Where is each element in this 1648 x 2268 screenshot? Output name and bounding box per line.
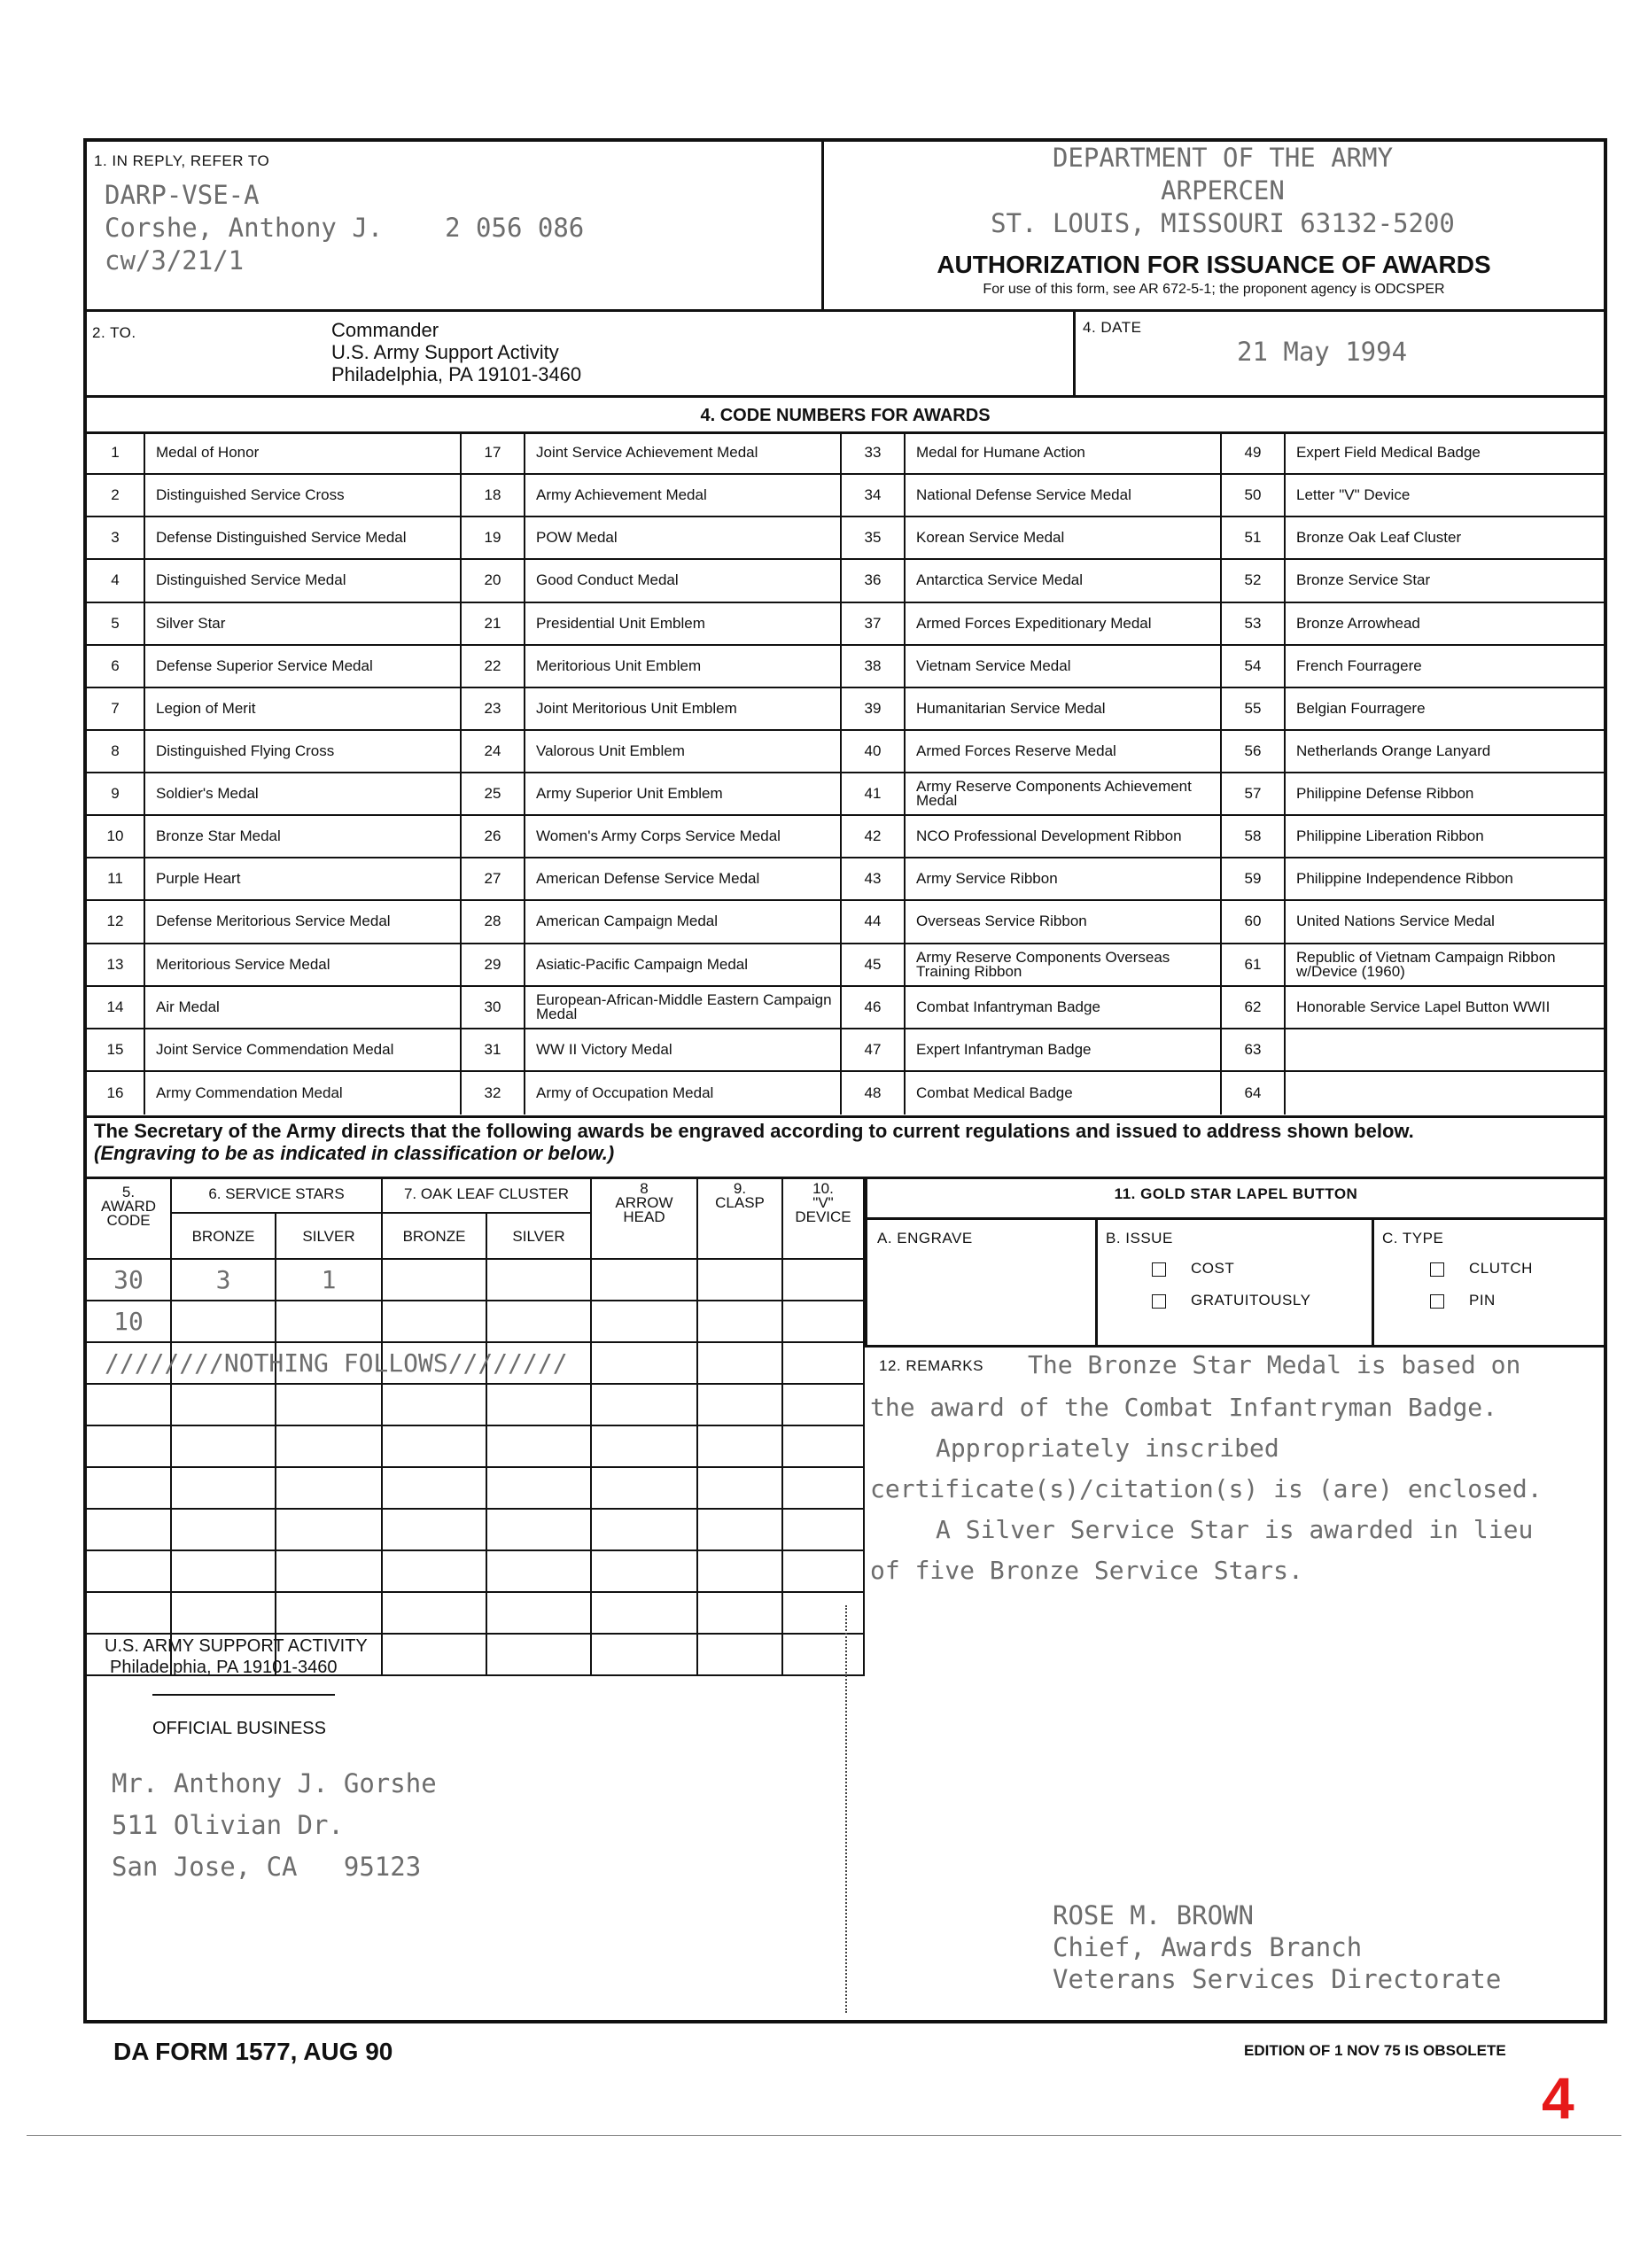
divider [865, 1345, 1607, 1348]
award-code-number: 22 [462, 646, 525, 688]
divider [865, 1217, 1607, 1220]
signature-line: Veterans Services Directorate [1053, 1964, 1502, 1994]
dept-line: DEPARTMENT OF THE ARMY [1052, 143, 1394, 173]
nothing-follows: ////////NOTHING FOLLOWS//////// [105, 1348, 568, 1378]
date-label: 4. DATE [1083, 319, 1142, 336]
award-code-name: Belgian Fourragere [1286, 688, 1605, 731]
award-table-cell [487, 1301, 592, 1343]
award-code-number: 60 [1222, 901, 1286, 944]
award-table-cell [172, 1468, 276, 1510]
award-table-cell [698, 1510, 783, 1551]
bronze-header: BRONZE [172, 1214, 276, 1260]
award-code-name: Republic of Vietnam Campaign Ribbon w/Device (1960) [1286, 944, 1605, 987]
award-code-name: Joint Service Commendation Medal [145, 1029, 462, 1072]
award-code-name: Defense Distinguished Service Medal [145, 517, 462, 560]
divider [1073, 309, 1076, 395]
award-code-name: Joint Service Achievement Medal [525, 432, 842, 475]
award-code-number: 43 [842, 858, 906, 901]
award-code-number: 62 [1222, 987, 1286, 1029]
award-table-cell [487, 1635, 592, 1676]
return-line: Philadelphia, PA 19101-3460 [110, 1658, 338, 1677]
signature-line: Chief, Awards Branch [1053, 1932, 1363, 1962]
return-address [105, 1635, 368, 1678]
award-table-cell [172, 1510, 276, 1551]
award-code-number: 50 [1222, 475, 1286, 517]
award-code-number: 61 [1222, 944, 1286, 987]
award-code-number: 36 [842, 560, 906, 602]
cost-checkbox[interactable] [1152, 1262, 1166, 1277]
award-table-cell [698, 1635, 783, 1676]
page-edge [27, 2135, 1621, 2136]
award-table-cell [698, 1301, 783, 1343]
award-code-number: 35 [842, 517, 906, 560]
award-code-name: Armed Forces Reserve Medal [906, 731, 1222, 773]
award-code-number: 54 [1222, 646, 1286, 688]
award-code-number: 41 [842, 773, 906, 816]
award-table-cell [172, 1301, 276, 1343]
remarks-line: The Bronze Star Medal is based on [1028, 1350, 1521, 1379]
award-code-name: Letter "V" Device [1286, 475, 1605, 517]
return-line: U.S. ARMY SUPPORT ACTIVITY [105, 1636, 368, 1656]
award-code-name: Defense Meritorious Service Medal [145, 901, 462, 944]
award-table-cell [276, 1593, 383, 1635]
award-code-number: 42 [842, 816, 906, 858]
award-code-number: 59 [1222, 858, 1286, 901]
directive-line: (Engraving to be as indicated in classification or below.) [94, 1142, 615, 1164]
award-code-name: Medal for Humane Action [906, 432, 1222, 475]
award-table-cell [383, 1510, 487, 1551]
award-table-cell [87, 1385, 172, 1426]
pin-label: PIN [1469, 1292, 1496, 1309]
clasp-header: 9. CLASP [698, 1177, 783, 1260]
award-code-number: 38 [842, 646, 906, 688]
cost-label: COST [1191, 1260, 1235, 1277]
award-code-number: 47 [842, 1029, 906, 1072]
award-code-name: Bronze Arrowhead [1286, 603, 1605, 646]
award-code-number: 17 [462, 432, 525, 475]
reply-line: cw/3/21/1 [105, 245, 245, 276]
award-code-name: Purple Heart [145, 858, 462, 901]
divider [152, 1694, 335, 1696]
award-code-header: 5. AWARD CODE [87, 1177, 172, 1260]
award-table-cell [487, 1468, 592, 1510]
edition-note: EDITION OF 1 NOV 75 IS OBSOLETE [1244, 2042, 1506, 2059]
award-table-cell [383, 1593, 487, 1635]
award-table-cell [592, 1301, 698, 1343]
award-code-number: 18 [462, 475, 525, 517]
award-code-name: Army Service Ribbon [906, 858, 1222, 901]
award-code-number: 10 [87, 816, 145, 858]
award-code-number: 19 [462, 517, 525, 560]
award-code-number: 4 [87, 560, 145, 602]
award-code-name: Philippine Defense Ribbon [1286, 773, 1605, 816]
award-code-number: 12 [87, 901, 145, 944]
award-code-name: Antarctica Service Medal [906, 560, 1222, 602]
award-code-name: Legion of Merit [145, 688, 462, 731]
award-code-name: French Fourragere [1286, 646, 1605, 688]
award-code-name: European-African-Middle Eastern Campaign Medal [525, 987, 842, 1029]
award-code-name: Bronze Star Medal [145, 816, 462, 858]
award-code-name: Valorous Unit Emblem [525, 731, 842, 773]
award-table-cell [698, 1551, 783, 1593]
issue-label: B. ISSUE [1106, 1230, 1173, 1247]
divider [83, 1115, 1607, 1118]
recipient-line: San Jose, CA 95123 [112, 1852, 422, 1882]
oak-leaf-header: 7. OAK LEAF CLUSTER [383, 1177, 592, 1214]
award-code-number: 7 [87, 688, 145, 731]
remarks-line: of five Bronze Service Stars. [870, 1556, 1303, 1585]
reply-line: DARP-VSE-A [105, 180, 260, 210]
award-code-name: WW II Victory Medal [525, 1029, 842, 1072]
award-code-name: Bronze Oak Leaf Cluster [1286, 517, 1605, 560]
award-table-cell: 3 [172, 1260, 276, 1301]
award-code-name: NCO Professional Development Ribbon [906, 816, 1222, 858]
award-codes-grid [87, 432, 1605, 1115]
award-table-cell [783, 1426, 865, 1468]
award-table-cell [592, 1426, 698, 1468]
recipient-address [112, 1763, 437, 1888]
pin-checkbox[interactable] [1430, 1294, 1444, 1309]
award-code-number: 28 [462, 901, 525, 944]
award-code-number: 27 [462, 858, 525, 901]
award-table-cell [783, 1635, 865, 1676]
award-code-number: 55 [1222, 688, 1286, 731]
award-code-number: 45 [842, 944, 906, 987]
remarks-line: A Silver Service Star is awarded in lieu [936, 1515, 1534, 1544]
award-code-number: 8 [87, 731, 145, 773]
award-code-number: 58 [1222, 816, 1286, 858]
award-code-name: Vietnam Service Medal [906, 646, 1222, 688]
award-table-cell [383, 1301, 487, 1343]
award-table-cell [276, 1426, 383, 1468]
form-id: DA FORM 1577, AUG 90 [113, 2038, 393, 2065]
award-table-cell [592, 1510, 698, 1551]
official-business: OFFICIAL BUSINESS [152, 1719, 326, 1738]
award-code-number: 40 [842, 731, 906, 773]
award-code-name: Honorable Service Lapel Button WWII [1286, 987, 1605, 1029]
award-code-name: Overseas Service Ribbon [906, 901, 1222, 944]
award-code-name: Army Reserve Components Overseas Training Ribbon [906, 944, 1222, 987]
award-table-cell [276, 1510, 383, 1551]
award-table-cell [487, 1510, 592, 1551]
divider [1095, 1217, 1098, 1345]
award-table-cell [383, 1635, 487, 1676]
award-table-cell [592, 1385, 698, 1426]
award-code-name: Philippine Liberation Ribbon [1286, 816, 1605, 858]
award-code-number: 13 [87, 944, 145, 987]
award-code-number: 56 [1222, 731, 1286, 773]
award-code-number: 37 [842, 603, 906, 646]
remarks-line: Appropriately inscribed [936, 1433, 1279, 1463]
award-code-name: Armed Forces Expeditionary Medal [906, 603, 1222, 646]
gratuitously-option[interactable] [1152, 1292, 1310, 1309]
award-code-name: Meritorious Service Medal [145, 944, 462, 987]
award-table-cell [87, 1510, 172, 1551]
award-table-cell [698, 1385, 783, 1426]
award-table-cell [698, 1593, 783, 1635]
award-table-cell [698, 1426, 783, 1468]
award-table-cell [783, 1260, 865, 1301]
award-table-cell [276, 1301, 383, 1343]
silver-header: SILVER [487, 1214, 592, 1260]
gold-star-title: 11. GOLD STAR LAPEL BUTTON [1114, 1185, 1358, 1202]
award-table-cell [87, 1426, 172, 1468]
award-table-cell [592, 1593, 698, 1635]
award-code-name: Bronze Service Star [1286, 560, 1605, 602]
award-table-cell [783, 1510, 865, 1551]
award-code-number: 44 [842, 901, 906, 944]
award-code-name: Philippine Independence Ribbon [1286, 858, 1605, 901]
award-code-name: Silver Star [145, 603, 462, 646]
award-code-number: 3 [87, 517, 145, 560]
award-table-cell [698, 1343, 783, 1385]
remarks-label: 12. REMARKS [879, 1357, 983, 1374]
award-table-cell [172, 1426, 276, 1468]
divider [865, 1177, 867, 1345]
service-stars-header: 6. SERVICE STARS [172, 1177, 383, 1214]
bronze-header: BRONZE [383, 1214, 487, 1260]
divider [83, 395, 1607, 398]
award-table-cell [783, 1593, 865, 1635]
divider [83, 309, 1607, 312]
award-code-name: Meritorious Unit Emblem [525, 646, 842, 688]
award-table-cell [276, 1468, 383, 1510]
award-table-cell [87, 1468, 172, 1510]
award-code-name: Air Medal [145, 987, 462, 1029]
award-table-cell [783, 1551, 865, 1593]
award-code-name: Army Reserve Components Achievement Medal [906, 773, 1222, 816]
gratuitously-label: GRATUITOUSLY [1191, 1292, 1311, 1309]
award-code-name: Expert Infantryman Badge [906, 1029, 1222, 1072]
page-number: 4 [1542, 2065, 1574, 2131]
award-code-number: 24 [462, 731, 525, 773]
award-code-number: 52 [1222, 560, 1286, 602]
award-table-cell [172, 1385, 276, 1426]
directive-line: The Secretary of the Army directs that the following awards be engraved according to current regulations and issued to address shown below. [94, 1120, 1414, 1142]
award-code-number: 34 [842, 475, 906, 517]
codes-title: 4. CODE NUMBERS FOR AWARDS [700, 406, 991, 425]
award-code-number: 21 [462, 603, 525, 646]
award-code-number: 6 [87, 646, 145, 688]
award-code-number: 32 [462, 1072, 525, 1115]
award-code-number: 46 [842, 987, 906, 1029]
award-table-cell [87, 1551, 172, 1593]
remarks-line: certificate(s)/citation(s) is (are) enclosed. [870, 1474, 1543, 1503]
award-code-number: 5 [87, 603, 145, 646]
award-table-cell [276, 1385, 383, 1426]
award-code-number: 29 [462, 944, 525, 987]
department-block [886, 142, 1559, 240]
to-line: Philadelphia, PA 19101-3460 [331, 363, 582, 385]
award-code-number: 31 [462, 1029, 525, 1072]
award-table-cell [487, 1593, 592, 1635]
award-table-cell [592, 1635, 698, 1676]
award-code-number: 11 [87, 858, 145, 901]
award-table-cell [783, 1301, 865, 1343]
award-table-cell [592, 1260, 698, 1301]
award-code-number: 57 [1222, 773, 1286, 816]
award-code-number: 14 [87, 987, 145, 1029]
award-table-cell [383, 1426, 487, 1468]
award-table-cell [487, 1385, 592, 1426]
pin-option[interactable] [1430, 1292, 1496, 1309]
dept-line: ARPERCEN [1161, 175, 1285, 206]
award-code-number: 23 [462, 688, 525, 731]
to-label: 2. TO. [92, 324, 136, 341]
to-line: U.S. Army Support Activity [331, 341, 559, 363]
divider [1372, 1217, 1374, 1345]
award-code-name: Humanitarian Service Medal [906, 688, 1222, 731]
award-code-number: 20 [462, 560, 525, 602]
reply-refer-block [105, 179, 584, 277]
gratuitously-checkbox[interactable] [1152, 1294, 1166, 1309]
award-code-number: 9 [87, 773, 145, 816]
award-code-name: Army Achievement Medal [525, 475, 842, 517]
reply-line: Corshe, Anthony J. 2 056 086 [105, 213, 585, 243]
award-code-name: Defense Superior Service Medal [145, 646, 462, 688]
award-code-name: Joint Meritorious Unit Emblem [525, 688, 842, 731]
award-code-name: Expert Field Medical Badge [1286, 432, 1605, 475]
signature-line: ROSE M. BROWN [1053, 1900, 1254, 1930]
award-code-name: Distinguished Service Cross [145, 475, 462, 517]
award-table-cell [487, 1426, 592, 1468]
award-table-cell [383, 1260, 487, 1301]
v-device-header: 10. "V" DEVICE [783, 1177, 865, 1260]
form-subtitle: For use of this form, see AR 672-5-1; the proponent agency is ODCSPER [983, 282, 1445, 297]
award-table-cell: 30 [87, 1260, 172, 1301]
award-code-number: 16 [87, 1072, 145, 1115]
award-code-name [1286, 1072, 1605, 1115]
award-code-name: National Defense Service Medal [906, 475, 1222, 517]
award-table-cell [592, 1468, 698, 1510]
award-table-cell: 1 [276, 1260, 383, 1301]
award-code-name: United Nations Service Medal [1286, 901, 1605, 944]
award-code-name: Army of Occupation Medal [525, 1072, 842, 1115]
award-code-number: 64 [1222, 1072, 1286, 1115]
award-code-number: 1 [87, 432, 145, 475]
award-code-name: American Campaign Medal [525, 901, 842, 944]
to-address [331, 319, 581, 385]
award-table-cell [383, 1468, 487, 1510]
award-table-cell [592, 1343, 698, 1385]
award-code-number: 51 [1222, 517, 1286, 560]
award-code-name [1286, 1029, 1605, 1072]
arrowhead-header: 8 ARROW HEAD [592, 1177, 698, 1260]
award-table-cell [172, 1551, 276, 1593]
to-line: Commander [331, 319, 439, 341]
award-code-name: Korean Service Medal [906, 517, 1222, 560]
award-code-name: Asiatic-Pacific Campaign Medal [525, 944, 842, 987]
award-code-number: 63 [1222, 1029, 1286, 1072]
award-table-cell [592, 1551, 698, 1593]
date-value: 21 May 1994 [1237, 337, 1408, 367]
clutch-option[interactable] [1430, 1260, 1533, 1278]
award-table-cell [698, 1468, 783, 1510]
award-code-number: 25 [462, 773, 525, 816]
award-table-cell: 10 [87, 1301, 172, 1343]
engrave-label: A. ENGRAVE [877, 1230, 973, 1247]
award-code-number: 26 [462, 816, 525, 858]
award-code-name: Army Commendation Medal [145, 1072, 462, 1115]
award-table-cell [698, 1260, 783, 1301]
award-table-cell [87, 1593, 172, 1635]
award-code-name: Women's Army Corps Service Medal [525, 816, 842, 858]
type-label: C. TYPE [1382, 1230, 1444, 1247]
cost-option[interactable] [1152, 1260, 1234, 1278]
award-table-cell [487, 1260, 592, 1301]
recipient-line: Mr. Anthony J. Gorshe [112, 1768, 437, 1798]
award-code-number: 30 [462, 987, 525, 1029]
award-code-name: Good Conduct Medal [525, 560, 842, 602]
award-code-name: American Defense Service Medal [525, 858, 842, 901]
award-code-name: Army Superior Unit Emblem [525, 773, 842, 816]
award-code-number: 39 [842, 688, 906, 731]
award-code-name: Combat Infantryman Badge [906, 987, 1222, 1029]
award-code-name: Soldier's Medal [145, 773, 462, 816]
award-table-cell [276, 1551, 383, 1593]
award-table-cell [383, 1385, 487, 1426]
award-table-cell [487, 1551, 592, 1593]
form-title: AUTHORIZATION FOR ISSUANCE OF AWARDS [937, 251, 1491, 278]
award-table-cell [783, 1343, 865, 1385]
award-code-name: Presidential Unit Emblem [525, 603, 842, 646]
award-code-name: Distinguished Flying Cross [145, 731, 462, 773]
field1-label: 1. IN REPLY, REFER TO [94, 152, 270, 169]
remarks-line: the award of the Combat Infantryman Badge. [870, 1393, 1498, 1422]
award-code-name: Netherlands Orange Lanyard [1286, 731, 1605, 773]
award-code-number: 33 [842, 432, 906, 475]
award-table-cell [172, 1593, 276, 1635]
clutch-checkbox[interactable] [1430, 1262, 1444, 1277]
clutch-label: CLUTCH [1469, 1260, 1533, 1277]
award-code-number: 15 [87, 1029, 145, 1072]
signature-block [1053, 1899, 1501, 1995]
award-table-cell [783, 1468, 865, 1510]
award-code-name: Distinguished Service Medal [145, 560, 462, 602]
award-code-number: 2 [87, 475, 145, 517]
silver-header: SILVER [276, 1214, 383, 1260]
recipient-line: 511 Olivian Dr. [112, 1810, 344, 1840]
award-code-number: 49 [1222, 432, 1286, 475]
fold-line [845, 1605, 847, 2013]
directive-text [94, 1120, 1600, 1164]
award-table-cell [383, 1551, 487, 1593]
award-code-name: Medal of Honor [145, 432, 462, 475]
award-table-cell [783, 1385, 865, 1426]
award-code-name: POW Medal [525, 517, 842, 560]
award-code-number: 48 [842, 1072, 906, 1115]
award-code-number: 53 [1222, 603, 1286, 646]
award-code-name: Combat Medical Badge [906, 1072, 1222, 1115]
dept-line: ST. LOUIS, MISSOURI 63132-5200 [991, 208, 1455, 238]
